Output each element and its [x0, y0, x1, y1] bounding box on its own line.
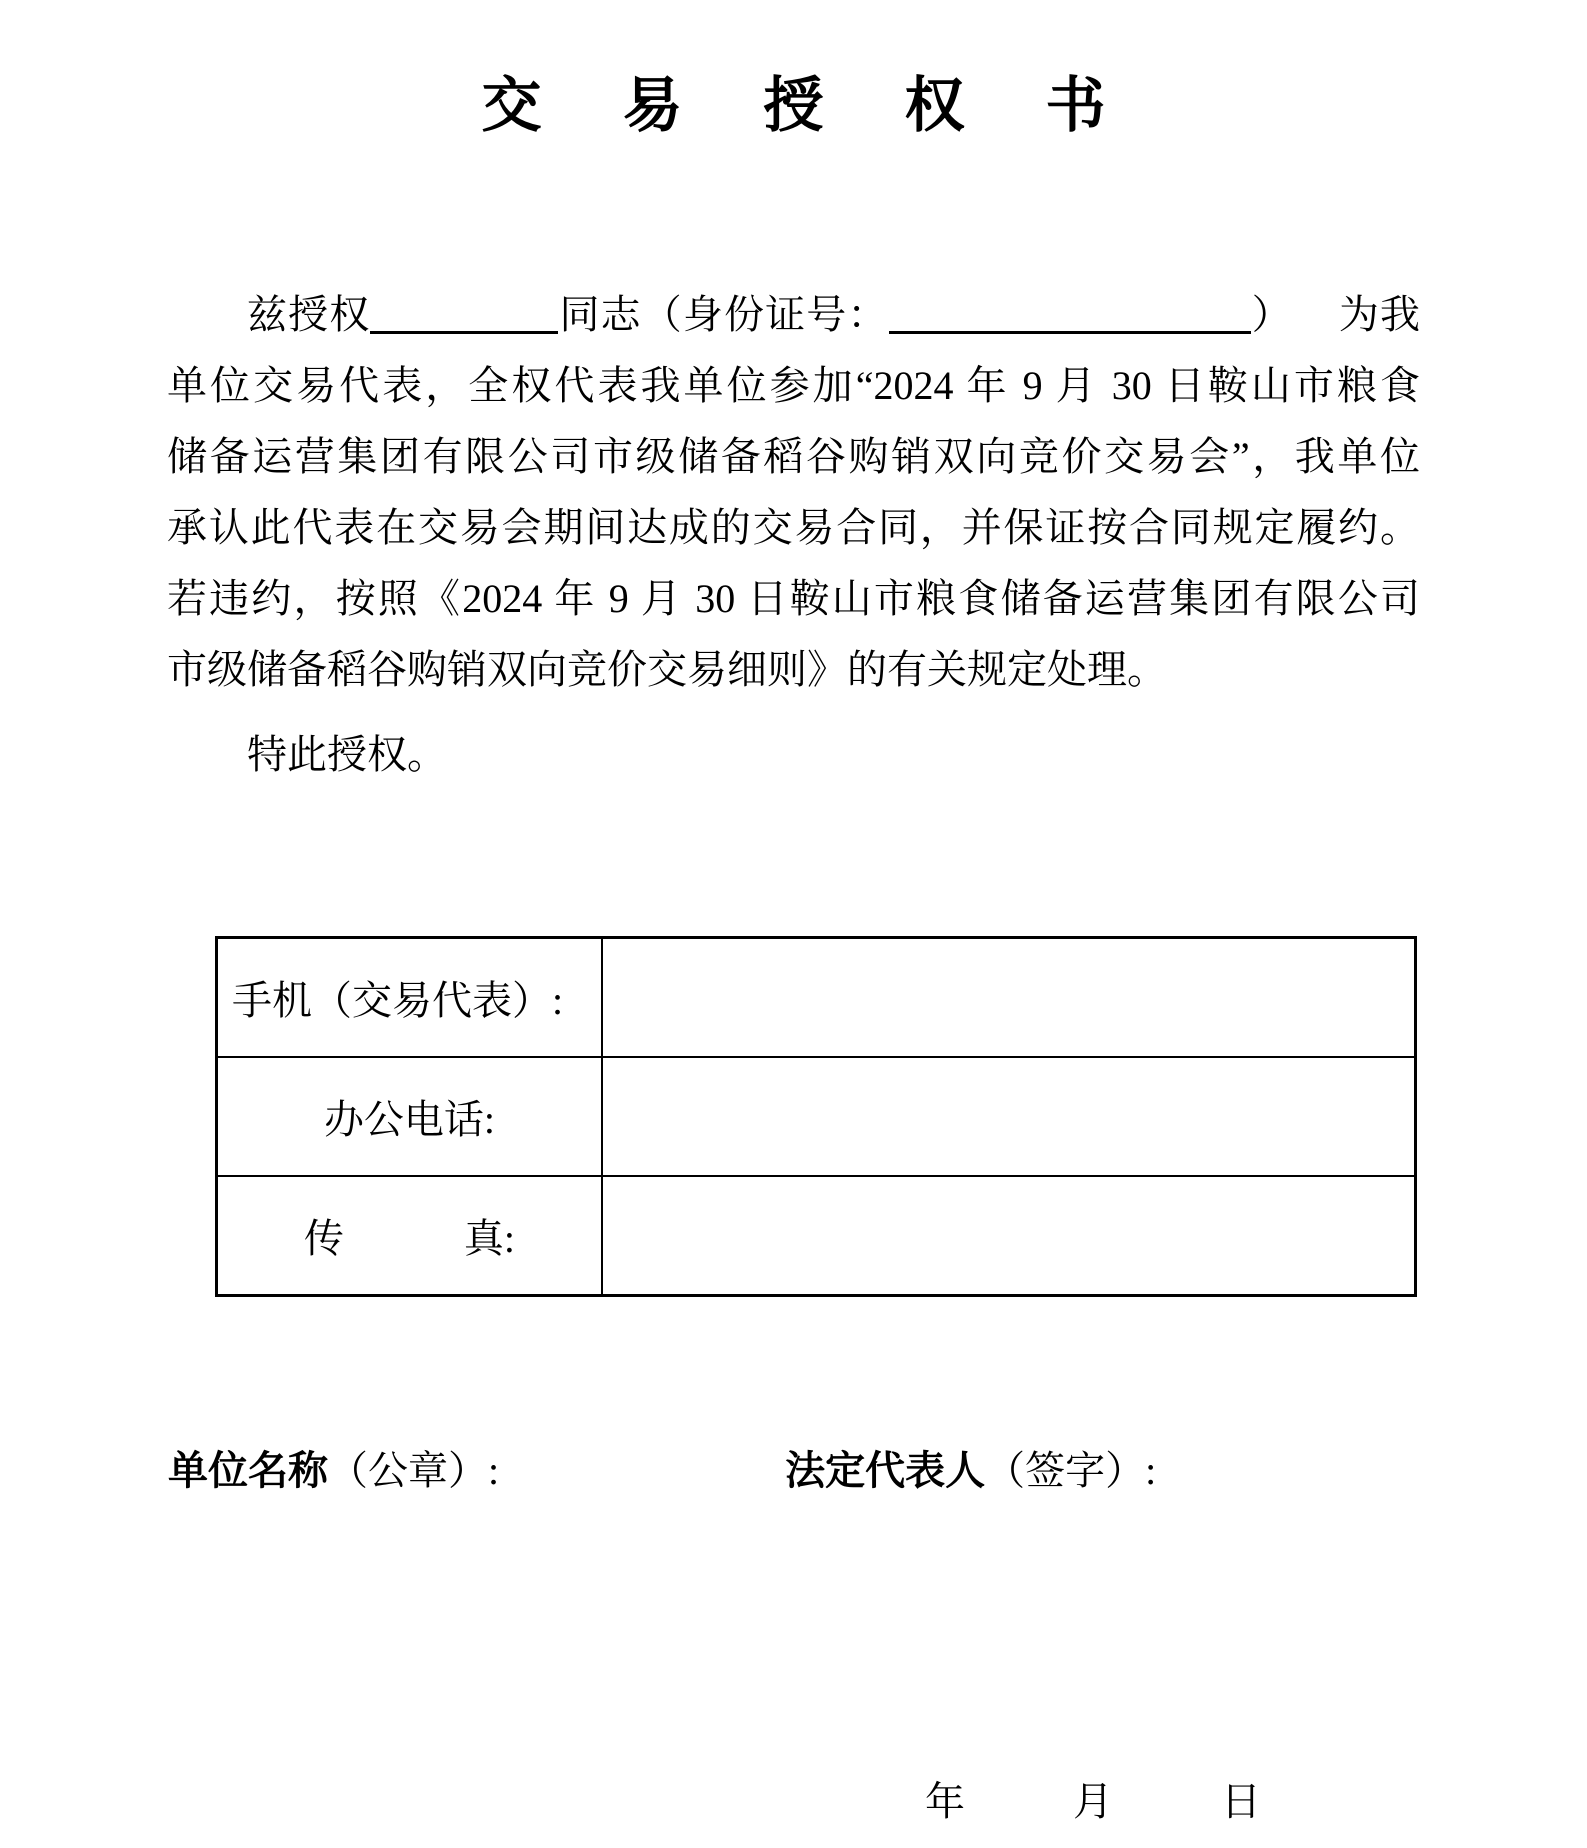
- closing-statement: 特此授权。: [247, 732, 447, 777]
- fax-label: 传 真:: [217, 1176, 603, 1296]
- line1-pre-text: 兹授权: [247, 292, 371, 337]
- authorization-paragraph: [167, 279, 1420, 705]
- table-row-fax: [217, 1176, 1416, 1296]
- mobile-label: 手机（交易代表）:: [217, 938, 603, 1058]
- date-month-label: 月: [1073, 1779, 1113, 1824]
- legal-rep-label-bold: 法定代表人: [785, 1448, 986, 1493]
- paragraph-line-3: 储备运营集团有限公司市级储备稻谷购销双向竞价交易会”，我单位: [167, 434, 1420, 479]
- page-title: 交 易 授 权 书: [481, 73, 1139, 139]
- line1-close-paren: ）: [1250, 292, 1293, 337]
- paragraph-line-4: 承认此代表在交易会期间达成的交易合同，并保证按合同规定履约。: [167, 505, 1420, 550]
- paragraph-line-2: 单位交易代表，全权代表我单位参加“2024 年 9 月 30 日鞍山市粮食: [167, 363, 1420, 408]
- contact-info-table: [215, 936, 1417, 1297]
- mobile-value-cell[interactable]: [602, 938, 1416, 1058]
- legal-rep-label-rest: （签字）:: [985, 1448, 1157, 1493]
- paragraph-line-1: [167, 279, 1420, 350]
- org-name-label-rest: （公章）:: [328, 1448, 500, 1493]
- org-name-label-bold: 单位名称: [168, 1448, 328, 1493]
- table-row-office-phone: [217, 1057, 1416, 1176]
- legal-rep-label: [785, 1448, 1156, 1493]
- org-name-label: [168, 1448, 499, 1493]
- fax-value-cell[interactable]: [602, 1176, 1416, 1296]
- date-year-label: 年: [925, 1779, 965, 1824]
- signature-row: [168, 1435, 1587, 1506]
- id-number-blank[interactable]: [889, 291, 1251, 334]
- date-day-label: 日: [1221, 1779, 1261, 1824]
- table-row-mobile: [217, 938, 1416, 1058]
- office-phone-label: 办公电话:: [217, 1057, 603, 1176]
- date-line: [925, 1766, 1587, 1837]
- authorized-name-blank[interactable]: [370, 291, 558, 334]
- line1-mid-text: 同志（身份证号：: [558, 292, 889, 337]
- paragraph-line-5: 若违约，按照《2024 年 9 月 30 日鞍山市粮食储备运营集团有限公司: [167, 576, 1420, 621]
- line1-tail-text: 为我: [1337, 292, 1420, 337]
- office-phone-value-cell[interactable]: [602, 1057, 1416, 1176]
- paragraph-line-6: 市级储备稻谷购销双向竞价交易细则》的有关规定处理。: [167, 647, 1167, 692]
